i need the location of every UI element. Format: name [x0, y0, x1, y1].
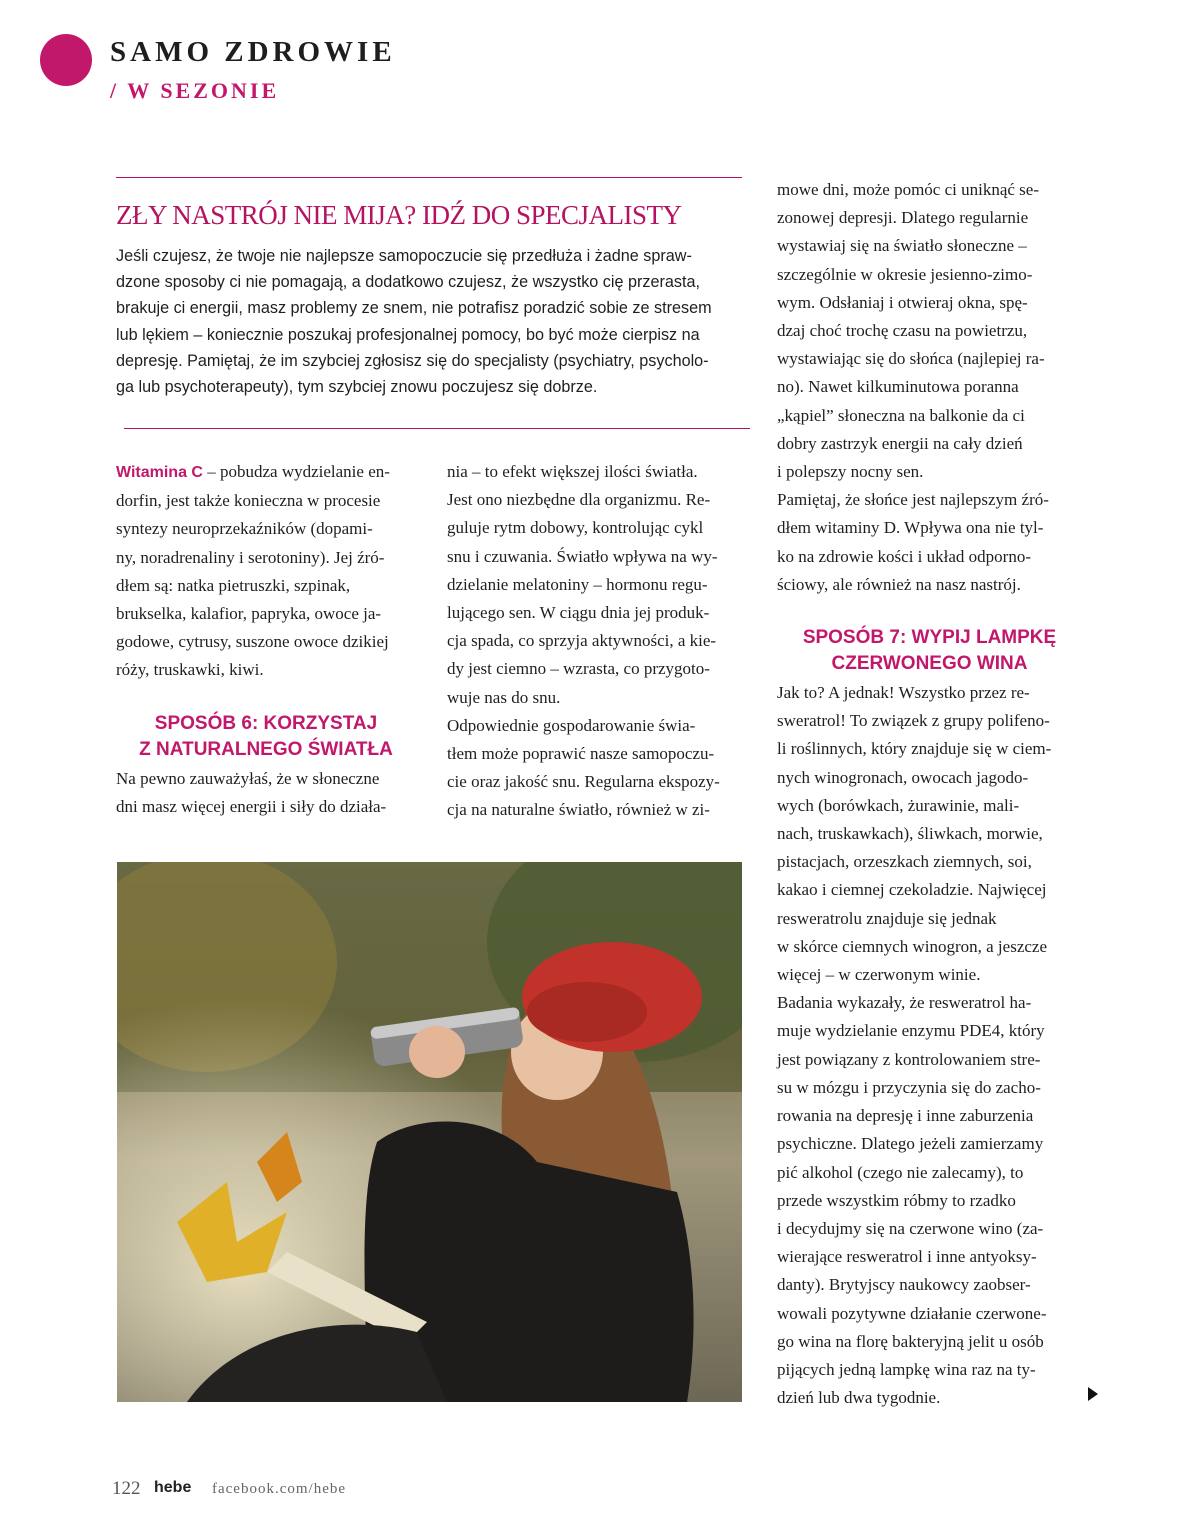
box-line: brakuje ci energii, masz problemy ze snem, nie potrafisz poradzić sobie ze stresem — [116, 299, 712, 318]
col3-line: szczególnie w okresie jesienno-zimo- — [777, 264, 1033, 284]
col3-line: „kąpiel” słoneczna na balkonie da ci — [777, 405, 1025, 425]
col3-line: resweratrolu znajduje się jednak — [777, 908, 997, 928]
col1-line: dorfin, jest także konieczna w procesie — [116, 491, 381, 511]
way-7-heading — [777, 625, 1082, 677]
box-line: Jeśli czujesz, że twoje nie najlepsze samopoczucie się przedłuża i żadne spraw- — [116, 247, 692, 265]
col2-line: snu i czuwania. Światło wpływa na wy- — [447, 546, 718, 566]
vitamin-c-lead: Witamina C — [116, 464, 203, 481]
col3-line: li roślinnych, który znajduje się w ciem- — [777, 739, 1052, 759]
col2-line: dy jest ciemno – wzrasta, co przygoto- — [447, 659, 710, 679]
col3-line: no). Nawet kilkuminutowa poranna — [777, 377, 1019, 397]
col3-line: nach, truskawkach), śliwkach, morwie, — [777, 824, 1043, 844]
section-title: SAMO ZDROWIE — [110, 36, 396, 68]
box-heading: ZŁY NASTRÓJ NIE MIJA? IDŹ DO SPECJALISTY — [116, 200, 682, 230]
way-6-heading-line: SPOSÓB 6: KORZYSTAJ — [154, 712, 378, 734]
photo-woman-drinking — [117, 862, 742, 1402]
box-bottom-rule — [124, 428, 750, 429]
col2-line: cja spada, co sprzyja aktywności, a kie- — [447, 631, 717, 651]
col3-line: dobry zastrzyk energii na cały dzień — [777, 433, 1023, 453]
col3-line: zonowej depresji. Dlatego regularnie — [777, 208, 1029, 228]
col2-line: guluje rytm dobowy, kontrolując cykl — [447, 518, 704, 538]
col1-line: godowe, cytrusy, suszone owoce dzikiej — [116, 632, 389, 652]
section-subtitle: / W SEZONIE — [110, 78, 280, 103]
column-1 — [116, 458, 416, 821]
col1-line: Na pewno zauważyłaś, że w słoneczne — [116, 768, 380, 788]
col3-line: pijących jedną lampkę wina raz na ty- — [777, 1359, 1036, 1379]
col2-line: cja na naturalne światło, również w zi- — [447, 800, 710, 820]
col2-line: dzielanie melatoniny – hormonu regu- — [447, 574, 708, 594]
col1-line: – pobudza wydzielanie en- — [202, 462, 390, 481]
col3-line: jest powiązany z kontrolowaniem stre- — [777, 1049, 1041, 1069]
col2-line: lującego sen. W ciągu dnia jej produk- — [447, 603, 710, 623]
col3-line: kakao i ciemnej czekoladzie. Najwięcej — [777, 880, 1047, 900]
col3-line: wowali pozytywne działanie czerwone- — [777, 1303, 1047, 1323]
box-line: ga lub psychoterapeuty), tym szybciej znowu poczujesz się dobrze. — [116, 378, 598, 397]
photo-illustration — [117, 862, 742, 1402]
col1-line: syntezy neuroprzekaźników (dopami- — [116, 519, 373, 539]
col3-line: rowania na depresję i inne zaburzenia — [777, 1106, 1034, 1126]
page-number: 122 — [112, 1478, 141, 1499]
col1-line: dni masz więcej energii i siły do działa- — [116, 796, 387, 816]
column-2 — [447, 458, 747, 825]
col3-line: wym. Odsłaniaj i otwieraj okna, spę- — [777, 292, 1028, 312]
col2-line: nia – to efekt większej ilości światła. — [447, 462, 698, 481]
col3-line: ściowy, ale również na nasz nastrój. — [777, 574, 1021, 594]
brand-logo: hebe — [154, 1479, 192, 1496]
way-6-heading — [116, 711, 416, 763]
col3-line: więcej – w czerwonym winie. — [777, 965, 981, 985]
col3-line: sweratrol! To związek z grupy polifeno- — [777, 711, 1050, 731]
section-dot — [40, 34, 92, 86]
col3-line: wych (borówkach, żurawinie, mali- — [777, 795, 1020, 815]
continue-arrow-icon — [1088, 1387, 1098, 1401]
col3-line: wystawiaj się na światło słoneczne – — [777, 236, 1027, 256]
way-6-heading-line: Z NATURALNEGO ŚWIATŁA — [139, 738, 393, 760]
col1-line: róży, truskawki, kiwi. — [116, 660, 264, 680]
box-top-rule — [116, 177, 742, 178]
box-text — [116, 243, 746, 400]
col3-line: muje wydzielanie enzymu PDE4, który — [777, 1021, 1045, 1041]
col3-line: Jak to? A jednak! Wszystko przez re- — [777, 683, 1030, 703]
col3-line: Badania wykazały, że resweratrol ha- — [777, 993, 1032, 1013]
col3-line: psychiczne. Dlatego jeżeli zamierzamy — [777, 1134, 1044, 1154]
col3-line: dzaj choć trochę czasu na powietrzu, — [777, 321, 1028, 341]
column-3 — [777, 176, 1082, 1412]
col3-line: wystawiając się do słońca (najlepiej ra- — [777, 349, 1045, 369]
col3-line: pistacjach, orzeszkach ziemnych, soi, — [777, 852, 1032, 872]
col3-line: i polepszy nocny sen. — [777, 462, 924, 482]
box-line: lub lękiem – koniecznie poszukaj profesjonalnej pomocy, bo być może cierpisz na — [116, 325, 700, 344]
footer-url: facebook.com/hebe — [212, 1481, 347, 1497]
col3-line: danty). Brytyjscy naukowcy zaobser- — [777, 1275, 1031, 1295]
col2-line: cie oraz jakość snu. Regularna ekspozy- — [447, 772, 720, 792]
col3-line: Pamiętaj, że słońce jest najlepszym źró- — [777, 490, 1049, 510]
col3-line: i decydujmy się na czerwone wino (za- — [777, 1218, 1044, 1238]
col2-line: tłem może poprawić nasze samopoczu- — [447, 744, 715, 764]
way-7-heading-line: CZERWONEGO WINA — [831, 653, 1028, 675]
col3-line: go wina na florę bakteryjną jelit u osób — [777, 1331, 1044, 1351]
col1-line: dłem są: natka pietruszki, szpinak, — [116, 575, 351, 595]
col3-line: przede wszystkim róbmy to rzadko — [777, 1190, 1016, 1210]
box-line: dzone sposoby ci nie pomagają, a dodatkowo czujesz, że wszystko cię przerasta, — [116, 273, 700, 292]
col3-line: dłem witaminy D. Wpływa ona nie tyl- — [777, 518, 1044, 538]
col3-line: w skórce ciemnych winogron, a jeszcze — [777, 936, 1047, 956]
col3-line: nych winogronach, owocach jagodo- — [777, 767, 1029, 787]
col3-line: ko na zdrowie kości i układ odporno- — [777, 546, 1031, 566]
box-line: depresję. Pamiętaj, że im szybciej zgłosisz się do specjalisty (psychiatry, psycholo- — [116, 351, 709, 370]
col3-line: wierające resweratrol i inne antyoksy- — [777, 1247, 1037, 1267]
col2-line: Odpowiednie gospodarowanie świa- — [447, 715, 696, 735]
col2-line: wuje nas do snu. — [447, 687, 561, 707]
col3-line: su w mózgu i przyczynia się do zacho- — [777, 1077, 1041, 1097]
col1-line: ny, noradrenaliny i serotoniny). Jej źró- — [116, 547, 385, 567]
way-7-heading-line: SPOSÓB 7: WYPIJ LAMPKĘ — [802, 627, 1057, 649]
col3-line: pić alkohol (czego nie zalecamy), to — [777, 1162, 1024, 1182]
col1-line: brukselka, kalafior, papryka, owoce ja- — [116, 604, 382, 624]
col3-line: mowe dni, może pomóc ci uniknąć se- — [777, 180, 1040, 199]
col2-line: Jest ono niezbędne dla organizmu. Re- — [447, 490, 711, 510]
col3-line: dzień lub dwa tygodnie. — [777, 1388, 941, 1408]
